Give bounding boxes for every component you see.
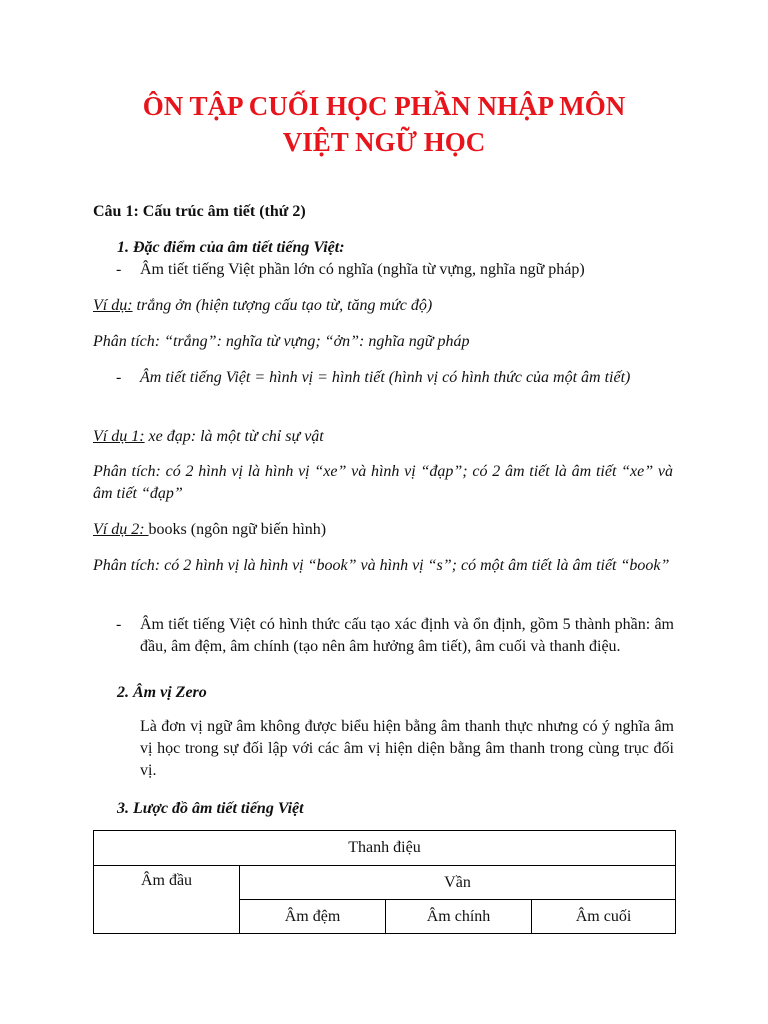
example-1-line [93,426,324,448]
section-3-heading: 3. Lược đồ âm tiết tiếng Việt [117,800,304,817]
example-label: Ví dụ: [93,297,133,314]
example-2-line [93,519,326,541]
analysis-2: Phân tích: có 2 hình vị là hình vị “xe” và hình vị “đạp”; có 2 âm tiết là âm tiết “xe” và âm tiết “đạp” [93,463,673,502]
question-1-heading: Câu 1: Cấu trúc âm tiết (thứ 2) [93,203,306,220]
initial-cell: Âm đầu [94,866,240,934]
bullet-1-text: Âm tiết tiếng Việt phần lớn có nghĩa (nghĩa từ vựng, nghĩa ngữ pháp) [140,261,585,278]
example-2-text: books (ngôn ngữ biến hình) [148,521,327,538]
medial-cell: Âm đệm [240,900,386,934]
bullet-dash: - [116,261,122,278]
section-1-heading: 1. Đặc điểm của âm tiết tiếng Việt: [117,239,345,256]
final-cell: Âm cuối [532,900,676,934]
example-text: trắng ởn (hiện tượng cấu tạo từ, tăng mức độ) [132,297,433,314]
bullet-dash: - [116,369,122,386]
section-2-heading: 2. Âm vị Zero [117,684,207,701]
rhyme-cell: Vần [240,866,676,900]
document-title [60,88,708,160]
nucleus-cell: Âm chính [386,900,532,934]
example-1-label: Ví dụ 1: [93,428,145,445]
analysis-1: Phân tích: “trắng”: nghĩa từ vựng; “ởn”: nghĩa ngữ pháp [93,333,470,350]
bullet-dash: - [116,616,122,633]
bullet-2-text: Âm tiết tiếng Việt = hình vị = hình tiết (hình vị có hình thức của một âm tiết) [140,369,631,386]
example-line [93,295,432,317]
bullet-3-text: Âm tiết tiếng Việt có hình thức cấu tạo xác định và ổn định, gồm 5 thành phần: âm đầu, âm đệm, âm chính (tạo nên âm hưởng âm tiết), âm cuối và thanh điệu. [140,616,674,655]
section-2-body: Là đơn vị ngữ âm không được biểu hiện bằng âm thanh thực nhưng có ý nghĩa âm vị học trong sự đối lập với các âm vị hiện diện bằng âm thanh trong cùng trục đối vị. [140,718,674,779]
analysis-3: Phân tích: có 2 hình vị là hình vị “book” và hình vị “s”; có một âm tiết là âm tiết “book” [93,557,670,574]
title-line-1: ÔN TẬP CUỐI HỌC PHẦN NHẬP MÔN [142,91,626,121]
tone-cell: Thanh điệu [94,831,676,866]
title-line-2: VIỆT NGỮ HỌC [282,127,486,157]
example-1-text: xe đạp: là một từ chỉ sự vật [144,428,324,445]
syllable-scheme-table [93,830,676,934]
example-2-label: Ví dụ 2: [93,521,149,538]
